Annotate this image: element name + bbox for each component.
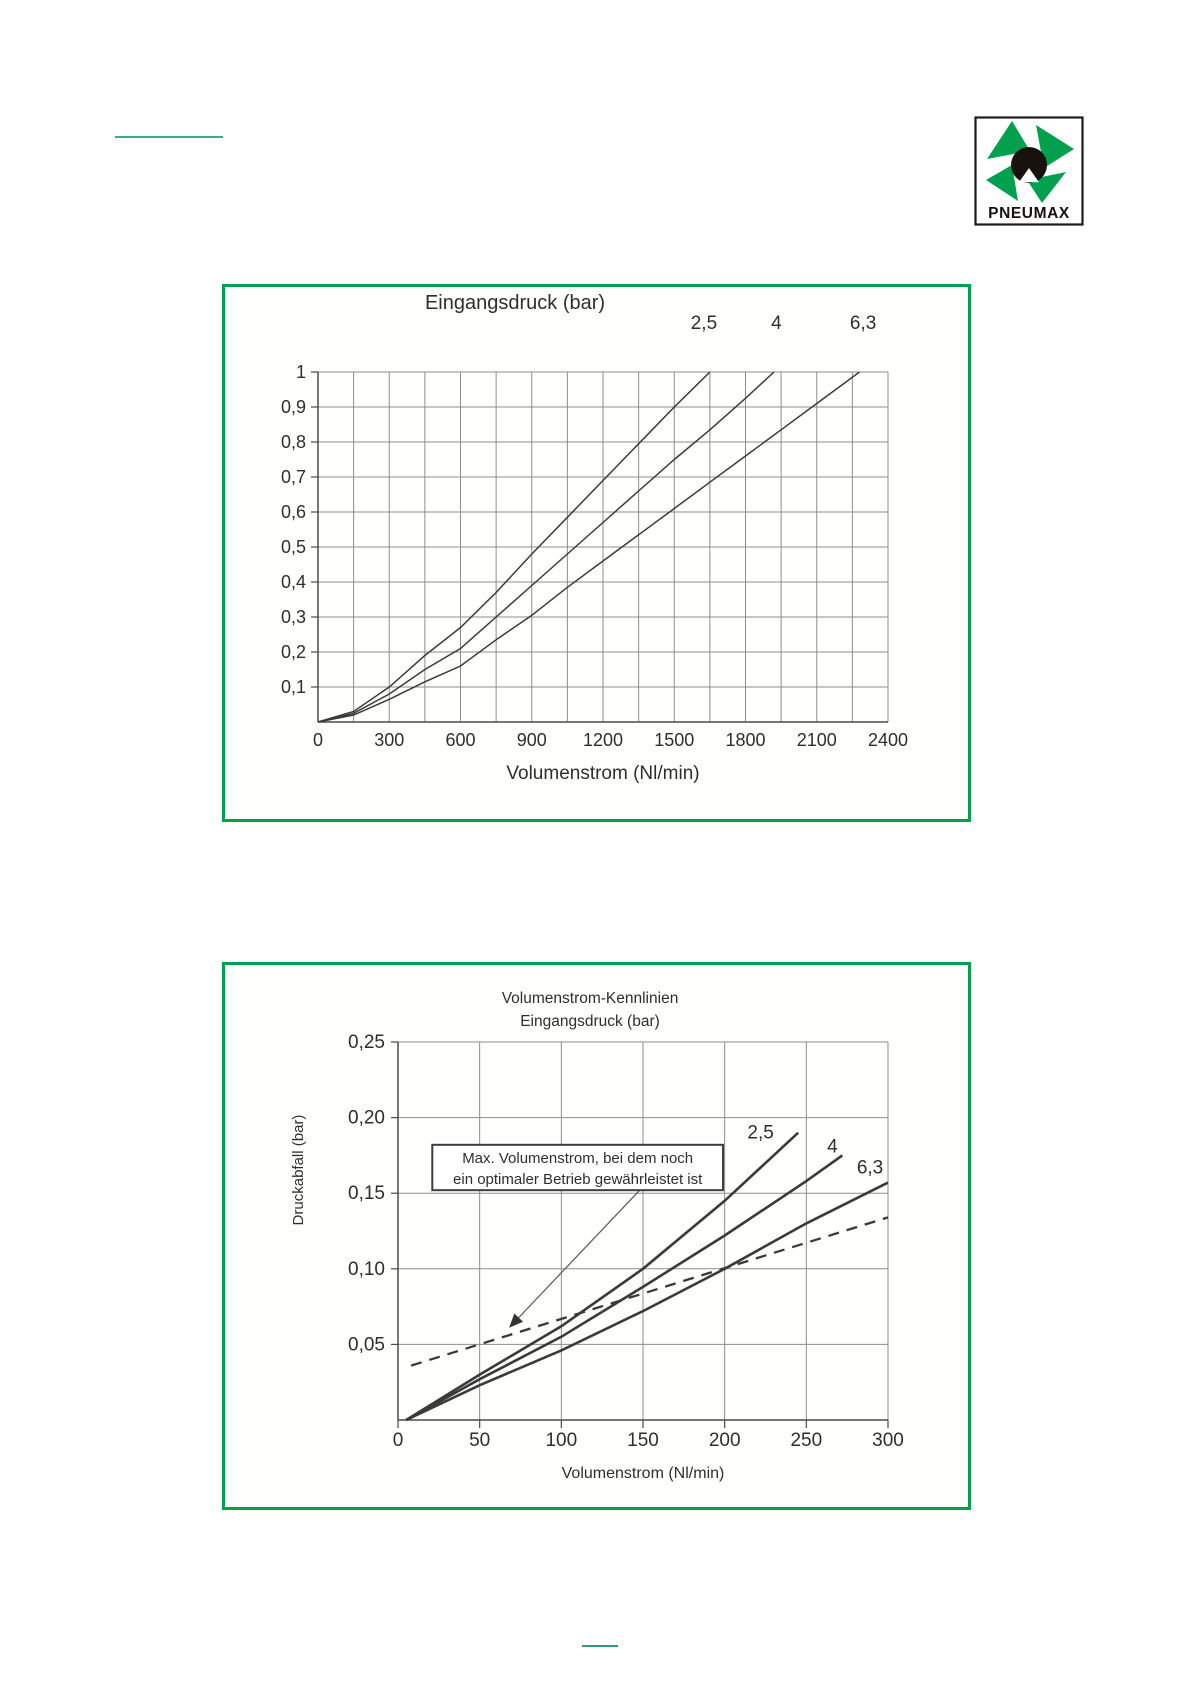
x-tick-label: 100: [545, 1430, 578, 1451]
x-tick-label: 50: [469, 1430, 491, 1451]
series-label-4: 4: [827, 1136, 838, 1158]
x-tick-label: 2400: [867, 730, 909, 750]
chart-title: Volumenstrom-Kennlinien: [501, 990, 679, 1007]
pneumax-logo: [974, 116, 1084, 226]
x-tick-label: 1800: [725, 730, 766, 750]
y-tick-label: 0,4: [280, 572, 306, 592]
x-axis-title: Volumenstrom (Nl/min): [561, 1465, 725, 1482]
x-tick-label: 1500: [654, 730, 695, 750]
y-tick-label: 0,3: [280, 607, 306, 627]
x-tick-label: 2100: [796, 730, 837, 750]
bottom-center-rule: [582, 1645, 618, 1647]
y-tick-label: 0,8: [280, 432, 306, 452]
max-flow-dashed-line: [411, 1217, 888, 1365]
series-label-6,3: 6,3: [856, 1157, 884, 1179]
y-tick-label: 0,1: [280, 677, 306, 697]
y-tick-label: 0,25: [348, 1032, 385, 1053]
x-tick-label: 300: [872, 1430, 904, 1451]
y-tick-label: 0,7: [280, 467, 306, 487]
x-tick-label: 0: [392, 1430, 404, 1451]
annotation-text-line: Max. Volumenstrom, bei dem noch: [462, 1149, 694, 1167]
series-line-6,3: [406, 1183, 888, 1420]
chart-subtitle: Eingangsdruck (bar): [520, 1013, 660, 1030]
pneumax-logo-icon: [974, 116, 1084, 226]
flow-chart-bottom: [225, 965, 968, 1507]
flow-chart-top: [225, 287, 968, 819]
series-label-6,3: 6,3: [849, 313, 877, 334]
x-tick-label: 600: [445, 730, 476, 750]
y-axis-title: Druckabfall (bar): [290, 1114, 307, 1226]
y-tick-label: 0,9: [280, 397, 306, 417]
series-label-2,5: 2,5: [690, 313, 718, 334]
y-tick-label: 0,20: [348, 1107, 385, 1129]
y-tick-label: 0,2: [280, 642, 306, 662]
top-left-rule: [115, 136, 223, 138]
logo-wordmark: PNEUMAX: [988, 205, 1070, 222]
annotation-text-line: ein optimaler Betrieb gewährleistet ist: [453, 1170, 703, 1188]
chart-title: Eingangsdruck (bar): [424, 292, 606, 314]
x-tick-label: 150: [627, 1430, 659, 1451]
x-tick-label: 1200: [582, 730, 624, 750]
x-tick-label: 250: [790, 1430, 823, 1451]
y-tick-label: 0,15: [348, 1183, 385, 1205]
x-tick-label: 200: [708, 1430, 741, 1451]
y-tick-label: 0,05: [348, 1334, 385, 1356]
y-tick-label: 1: [295, 362, 306, 382]
y-tick-label: 0,6: [280, 502, 306, 522]
x-tick-label: 900: [516, 730, 547, 750]
series-label-4: 4: [771, 313, 782, 334]
x-tick-label: 0: [312, 730, 324, 750]
flow-chart-panel-bottom: [222, 962, 971, 1510]
series-label-2,5: 2,5: [747, 1122, 774, 1144]
y-tick-label: 0,10: [348, 1258, 385, 1280]
x-tick-label: 300: [374, 730, 405, 750]
x-axis-title: Volumenstrom (Nl/min): [506, 763, 700, 784]
y-tick-label: 0,5: [280, 537, 306, 557]
flow-chart-panel-top: [222, 284, 971, 822]
